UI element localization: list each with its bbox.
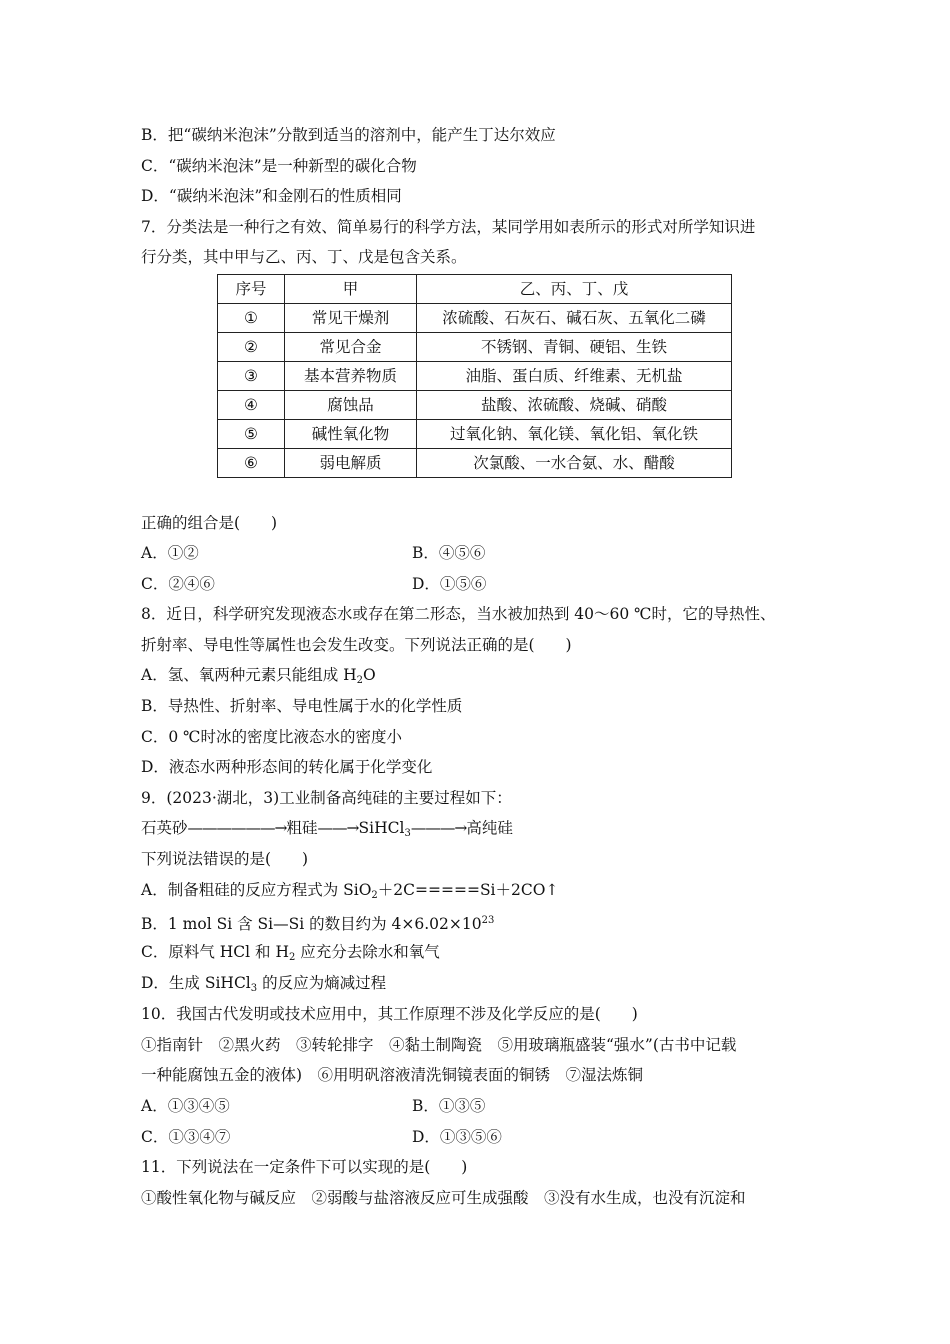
q10-stem: 10．我国古代发明或技术应用中，其工作原理不涉及化学反应的是( ) — [141, 1005, 638, 1023]
q9-question: 下列说法错误的是( ) — [141, 850, 309, 868]
text: 的反应为熵减过程 — [257, 974, 387, 992]
text: D．生成 SiHCl — [141, 974, 251, 992]
table-cell: 次氯酸、一水合氨、水、醋酸 — [417, 449, 732, 478]
table-cell: 常见干燥剂 — [285, 304, 417, 333]
q11-items-line1: ①酸性氧化物与碱反应 ②弱酸与盐溶液反应可生成强酸 ③没有水生成，也没有沉淀和 — [141, 1189, 746, 1207]
process-step: 石英砂 — [141, 819, 188, 837]
table-cell: 油脂、蛋白质、纤维素、无机盐 — [417, 362, 732, 391]
q7-option-c: C．②④⑥ — [141, 575, 215, 593]
table-header: 甲 — [285, 275, 417, 304]
table-cell: ⑥ — [218, 449, 285, 478]
text: B．1 mol Si 含 Si—Si 的数目约为 4×6.02×10 — [141, 915, 482, 933]
text: 应充分去除水和氧气 — [295, 943, 440, 961]
q8-option-b: B．导热性、折射率、导电性属于水的化学性质 — [141, 697, 463, 715]
q9-stem: 9．(2023·湖北，3)工业制备高纯硅的主要过程如下： — [141, 789, 512, 807]
process-step: 高纯硅 — [466, 819, 513, 837]
table-header-row — [218, 275, 732, 304]
subscript: 3 — [250, 983, 258, 994]
subscript: 2 — [371, 890, 378, 901]
text: A．氢、氧两种元素只能组成 H — [141, 666, 357, 684]
q8-option-d: D．液态水两种形态间的转化属于化学变化 — [141, 758, 433, 776]
q9-option-a — [141, 880, 558, 906]
arrow-icon: ——————→ — [187, 819, 287, 837]
table-cell: 常见合金 — [285, 333, 417, 362]
q6-option-d: D．“碳纳米泡沫”和金刚石的性质相同 — [141, 187, 402, 205]
table-row — [218, 333, 732, 362]
table-cell: 腐蚀品 — [285, 391, 417, 420]
q9-process-flow — [141, 818, 513, 844]
q10-option-b: B．①③⑤ — [412, 1097, 486, 1115]
q7-option-d: D．①⑤⑥ — [412, 575, 487, 593]
subscript: 3 — [404, 828, 411, 839]
table-cell: 碱性氧化物 — [285, 420, 417, 449]
text: ＋2C=====Si＋2CO↑ — [377, 881, 559, 899]
text: A．制备粗硅的反应方程式为 SiO — [141, 881, 372, 899]
table-cell: ④ — [218, 391, 285, 420]
table-cell: 盐酸、浓硫酸、烧碱、硝酸 — [417, 391, 732, 420]
q6-option-b: B．把“碳纳米泡沫”分散到适当的溶剂中，能产生丁达尔效应 — [141, 126, 556, 144]
arrow-icon: ——→ — [317, 819, 359, 837]
table-header: 序号 — [218, 275, 285, 304]
q10-option-d: D．①③⑤⑥ — [412, 1128, 502, 1146]
table-cell: 浓硫酸、石灰石、碱石灰、五氧化二磷 — [417, 304, 732, 333]
text: C．原料气 HCl 和 H — [141, 943, 289, 961]
q7-option-b: B．④⑤⑥ — [412, 544, 486, 562]
superscript: 23 — [481, 915, 495, 926]
process-step: SiHCl — [358, 819, 405, 837]
table-row — [218, 362, 732, 391]
process-step: 粗硅 — [286, 819, 318, 837]
table-cell: ⑤ — [218, 420, 285, 449]
q11-stem: 11．下列说法在一定条件下可以实现的是( ) — [141, 1158, 468, 1176]
table-row — [218, 391, 732, 420]
table-cell: 弱电解质 — [285, 449, 417, 478]
table-cell: ③ — [218, 362, 285, 391]
table-row — [218, 420, 732, 449]
q8-stem-line2: 折射率、导电性等属性也会发生改变。下列说法正确的是( ) — [141, 636, 572, 654]
q7-question: 正确的组合是( ) — [141, 514, 278, 532]
q8-stem-line1: 8．近日，科学研究发现液态水或存在第二形态，当水被加热到 40～60 ℃时，它的导热性、 — [141, 605, 776, 623]
subscript: 2 — [356, 675, 364, 686]
q8-option-a — [141, 665, 376, 691]
arrow-icon: ———→ — [410, 819, 467, 837]
table-cell: 不锈钢、青铜、硬铝、生铁 — [417, 333, 732, 362]
table-cell: 基本营养物质 — [285, 362, 417, 391]
q10-items-line2: 一种能腐蚀五金的液体) ⑥用明矾溶液清洗铜镜表面的铜锈 ⑦湿法炼铜 — [141, 1066, 644, 1084]
table-row — [218, 449, 732, 478]
table-header: 乙、丙、丁、戊 — [417, 275, 732, 304]
q10-items-line1: ①指南针 ②黑火药 ③转轮排字 ④黏土制陶瓷 ⑤用玻璃瓶盛装“强水”(古书中记载 — [141, 1036, 737, 1054]
q10-option-c: C．①③④⑦ — [141, 1128, 231, 1146]
q7-stem-line1: 7．分类法是一种行之有效、简单易行的科学方法，某同学用如表所示的形式对所学知识进 — [141, 218, 756, 236]
table-row — [218, 304, 732, 333]
table-cell: 过氧化钠、氧化镁、氧化铝、氧化铁 — [417, 420, 732, 449]
q6-option-c: C．“碳纳米泡沫”是一种新型的碳化合物 — [141, 157, 417, 175]
table-cell: ① — [218, 304, 285, 333]
q10-option-a: A．①③④⑤ — [141, 1097, 230, 1115]
q9-option-c — [141, 942, 440, 968]
classification-table — [217, 274, 732, 478]
table-cell: ② — [218, 333, 285, 362]
q7-stem-line2: 行分类，其中甲与乙、丙、丁、戊是包含关系。 — [141, 248, 467, 266]
text: O — [363, 666, 376, 684]
q8-option-c: C．0 ℃时冰的密度比液态水的密度小 — [141, 728, 402, 746]
subscript: 2 — [289, 952, 296, 963]
q9-option-b — [141, 911, 494, 934]
q9-option-d — [141, 973, 386, 999]
q7-option-a: A．①② — [141, 544, 199, 562]
